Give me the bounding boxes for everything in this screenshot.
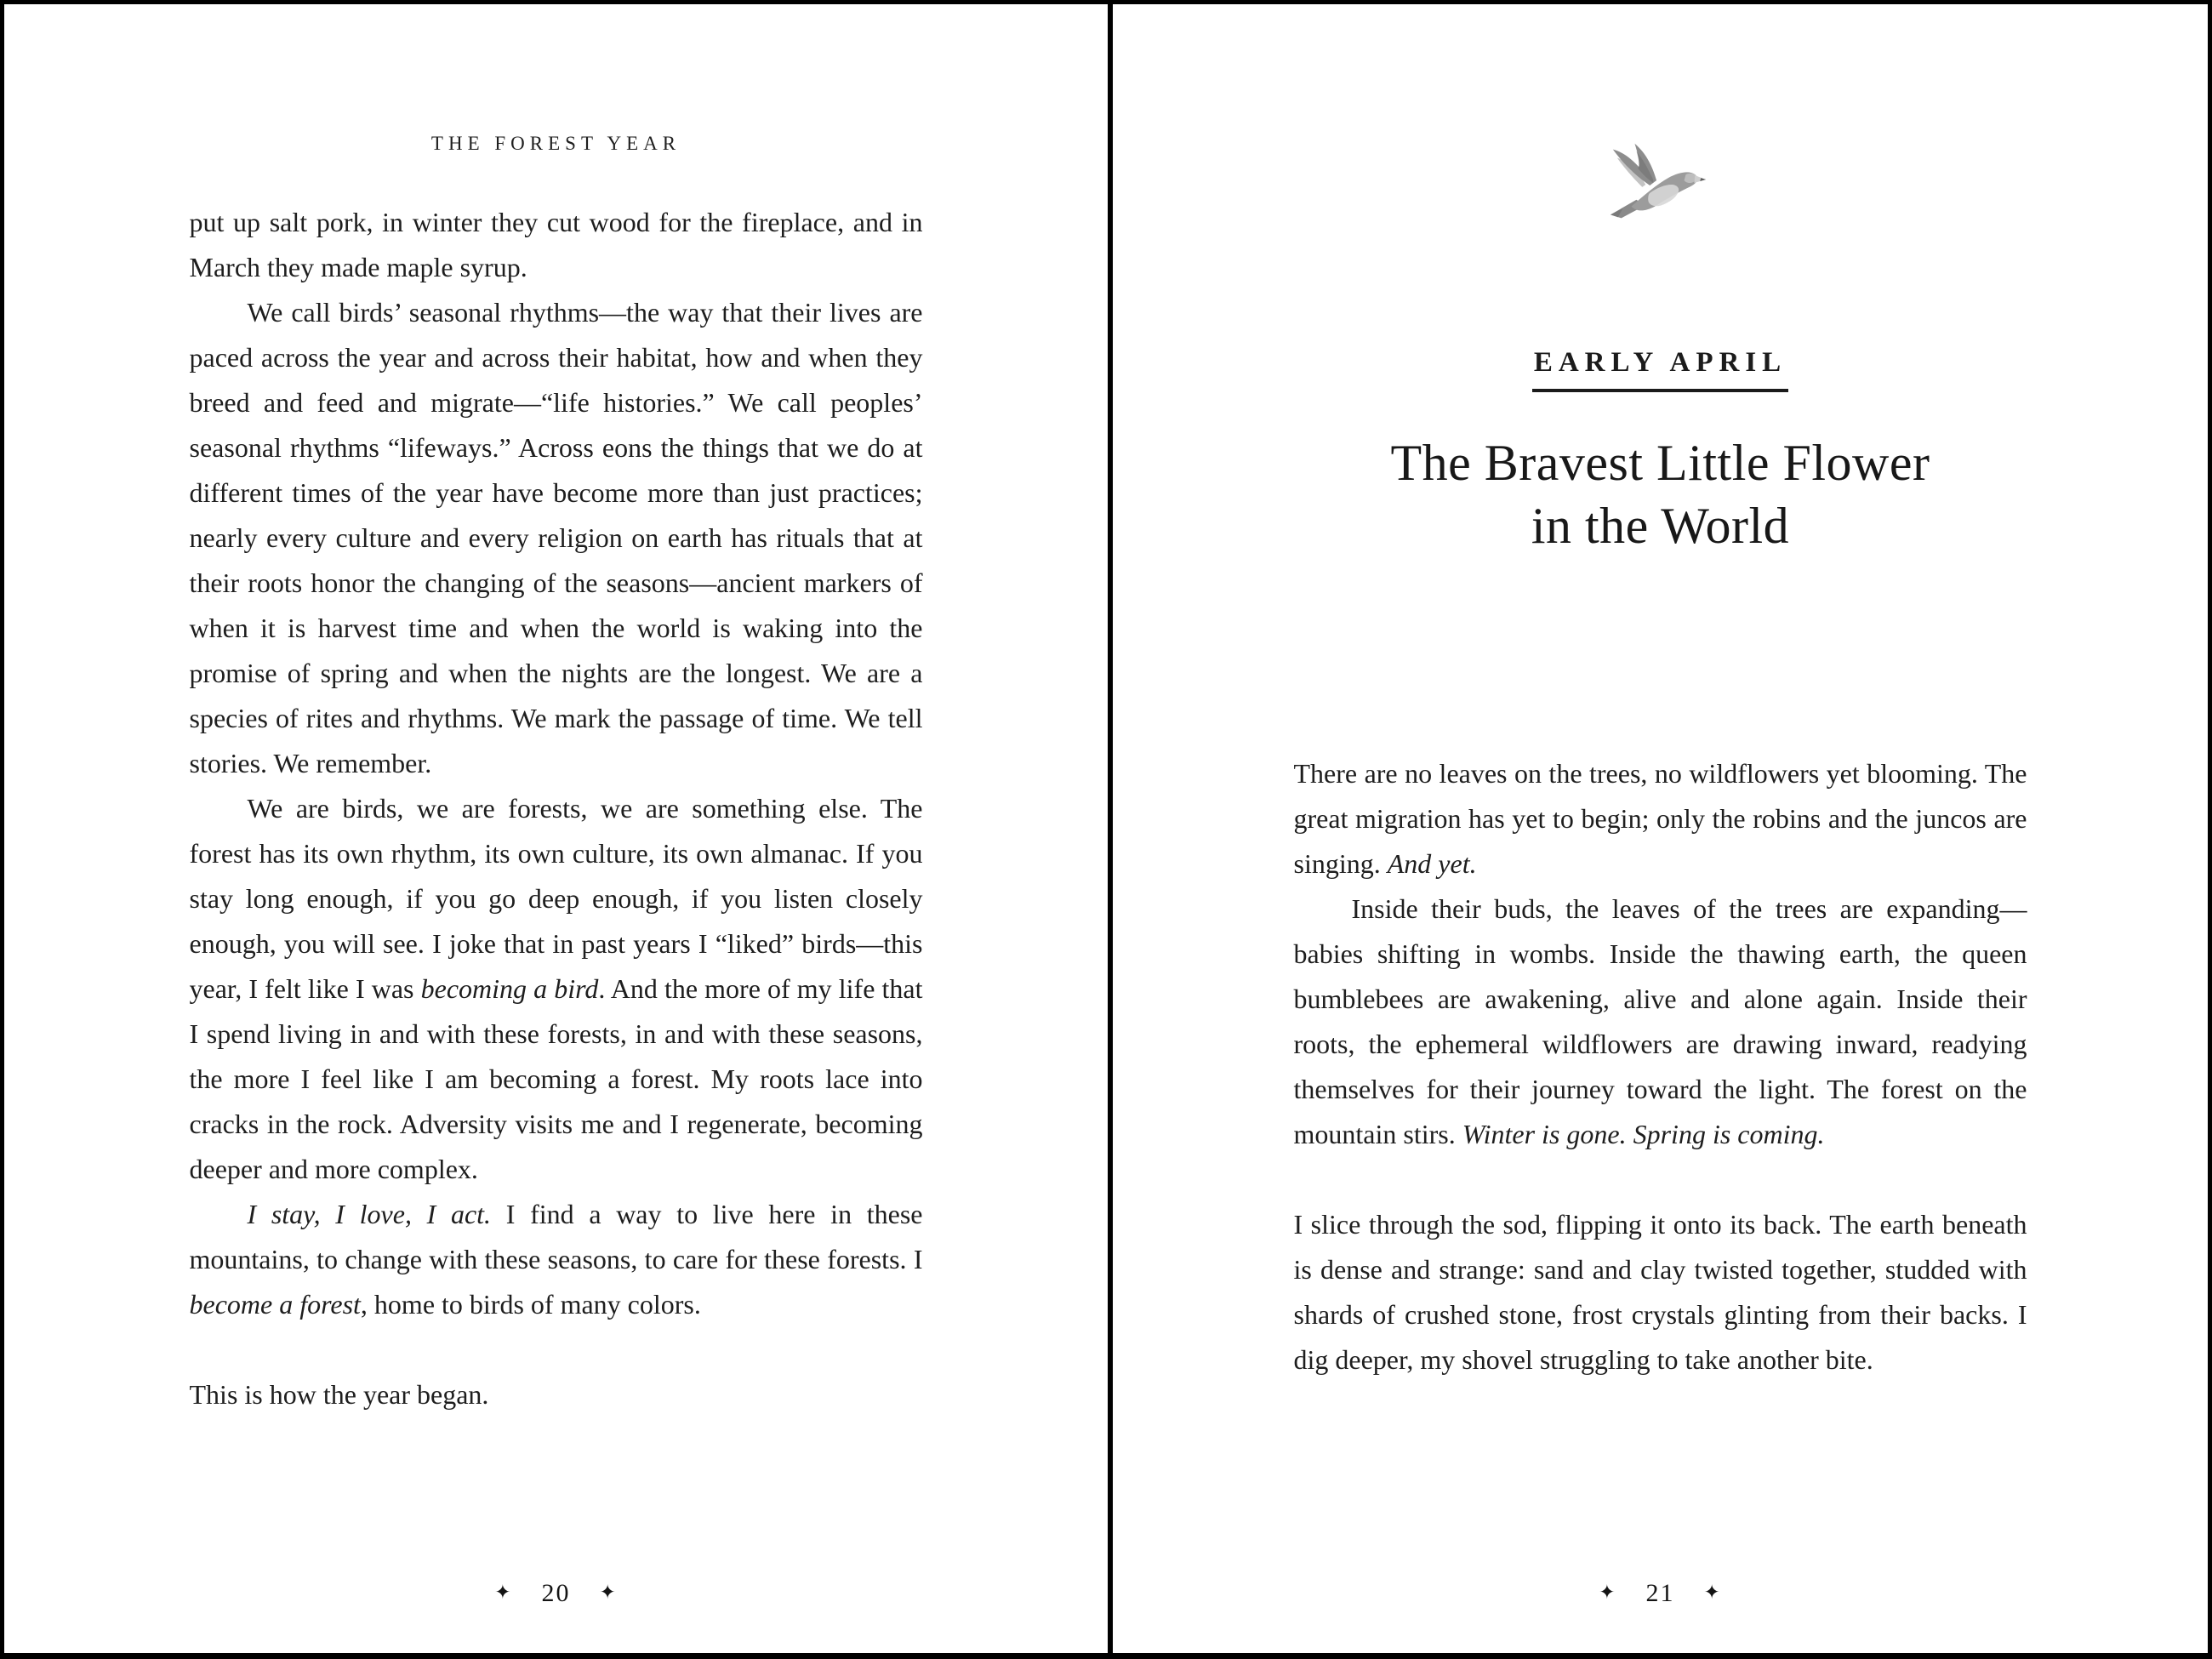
- paragraph: There are no leaves on the trees, no wildflowers yet blooming. The great migration has yet to begin; only the robins and the juncos are singing. And yet.: [1293, 758, 2027, 879]
- right-folio: [1113, 1579, 2208, 1608]
- paragraph: We are birds, we are forests, we are something else. The forest has its own rhythm, its own culture, its own almanac. If you stay long enough, if you go deep enough, if you listen closely enough, you will see. I joke that in past years I “liked” birds—this year, I felt like I was becoming a bird. And the more of my life that I spend living in and with these forests, in and with these seasons, the more I feel like I am becoming a forest. My roots lace into cracks in the rock. Adversity visits me and I regenerate, becoming deeper and more complex.: [189, 793, 923, 1184]
- chapter-kicker-row: [1113, 347, 2208, 392]
- paragraph: I stay, I love, I act. I find a way to live here in these mountains, to change with these seasons, to care for these forests. I become a forest, home to birds of many colors.: [189, 1199, 923, 1320]
- chapter-kicker: EARLY APRIL: [1532, 347, 1788, 392]
- flying-bird-illustration-icon: [1606, 140, 1715, 225]
- left-folio: [4, 1579, 1108, 1608]
- page-right: [1113, 4, 2208, 1653]
- chapter-title-line2: in the World: [1531, 498, 1790, 554]
- paragraph: This is how the year began.: [189, 1379, 489, 1410]
- page-number-left: 20: [541, 1579, 571, 1607]
- folio-ornament-icon: ✦: [1599, 1582, 1617, 1603]
- paragraph: We call birds’ seasonal rhythms—the way that their lives are paced across the year and across their habitat, how and when they breed and feed and migrate—“life histories.” We call peoples’ seasonal rhythms “lifeways.” Across eons the things that we do at different times of the year have become more than just practices; nearly every culture and every religion on earth has rituals that at their roots honor the changing of the seasons—ancient markers of when it is harvest time and when the world is waking into the promise of spring and when the nights are the longest. We are a species of rites and rhythms. We mark the passage of time. We tell stories. We remember.: [189, 297, 923, 778]
- paragraph: I slice through the sod, flipping it onto its back. The earth beneath is dense and strange: sand and clay twisted together, studded with shards of crushed stone, frost crystals glinting from their backs. I dig deeper, my shovel struggling to take another bite.: [1293, 1209, 2027, 1375]
- chapter-title: [1113, 431, 2208, 557]
- folio-ornament-icon: ✦: [599, 1582, 618, 1603]
- running-header: THE FOREST YEAR: [430, 133, 681, 154]
- chapter-title-line1: The Bravest Little Flower: [1390, 435, 1930, 491]
- paragraph: put up salt pork, in winter they cut wood for the fireplace, and in March they made maple syrup.: [189, 207, 923, 282]
- folio-ornament-icon: ✦: [494, 1582, 513, 1603]
- folio-ornament-icon: ✦: [1703, 1582, 1722, 1603]
- page-number-right: 21: [1645, 1579, 1675, 1607]
- page-left: [4, 4, 1108, 1653]
- left-body-text: [190, 200, 923, 1417]
- right-body-text: [1294, 751, 2027, 1382]
- paragraph: Inside their buds, the leaves of the trees are expanding—babies shifting in wombs. Inside the thawing earth, the queen bumblebees are awakening, alive and alone again. Inside their roots, the ephemeral wildflowers are drawing inward, readying themselves for their journey toward the light. The forest on the mountain stirs. Winter is gone. Spring is coming.: [1293, 893, 2027, 1149]
